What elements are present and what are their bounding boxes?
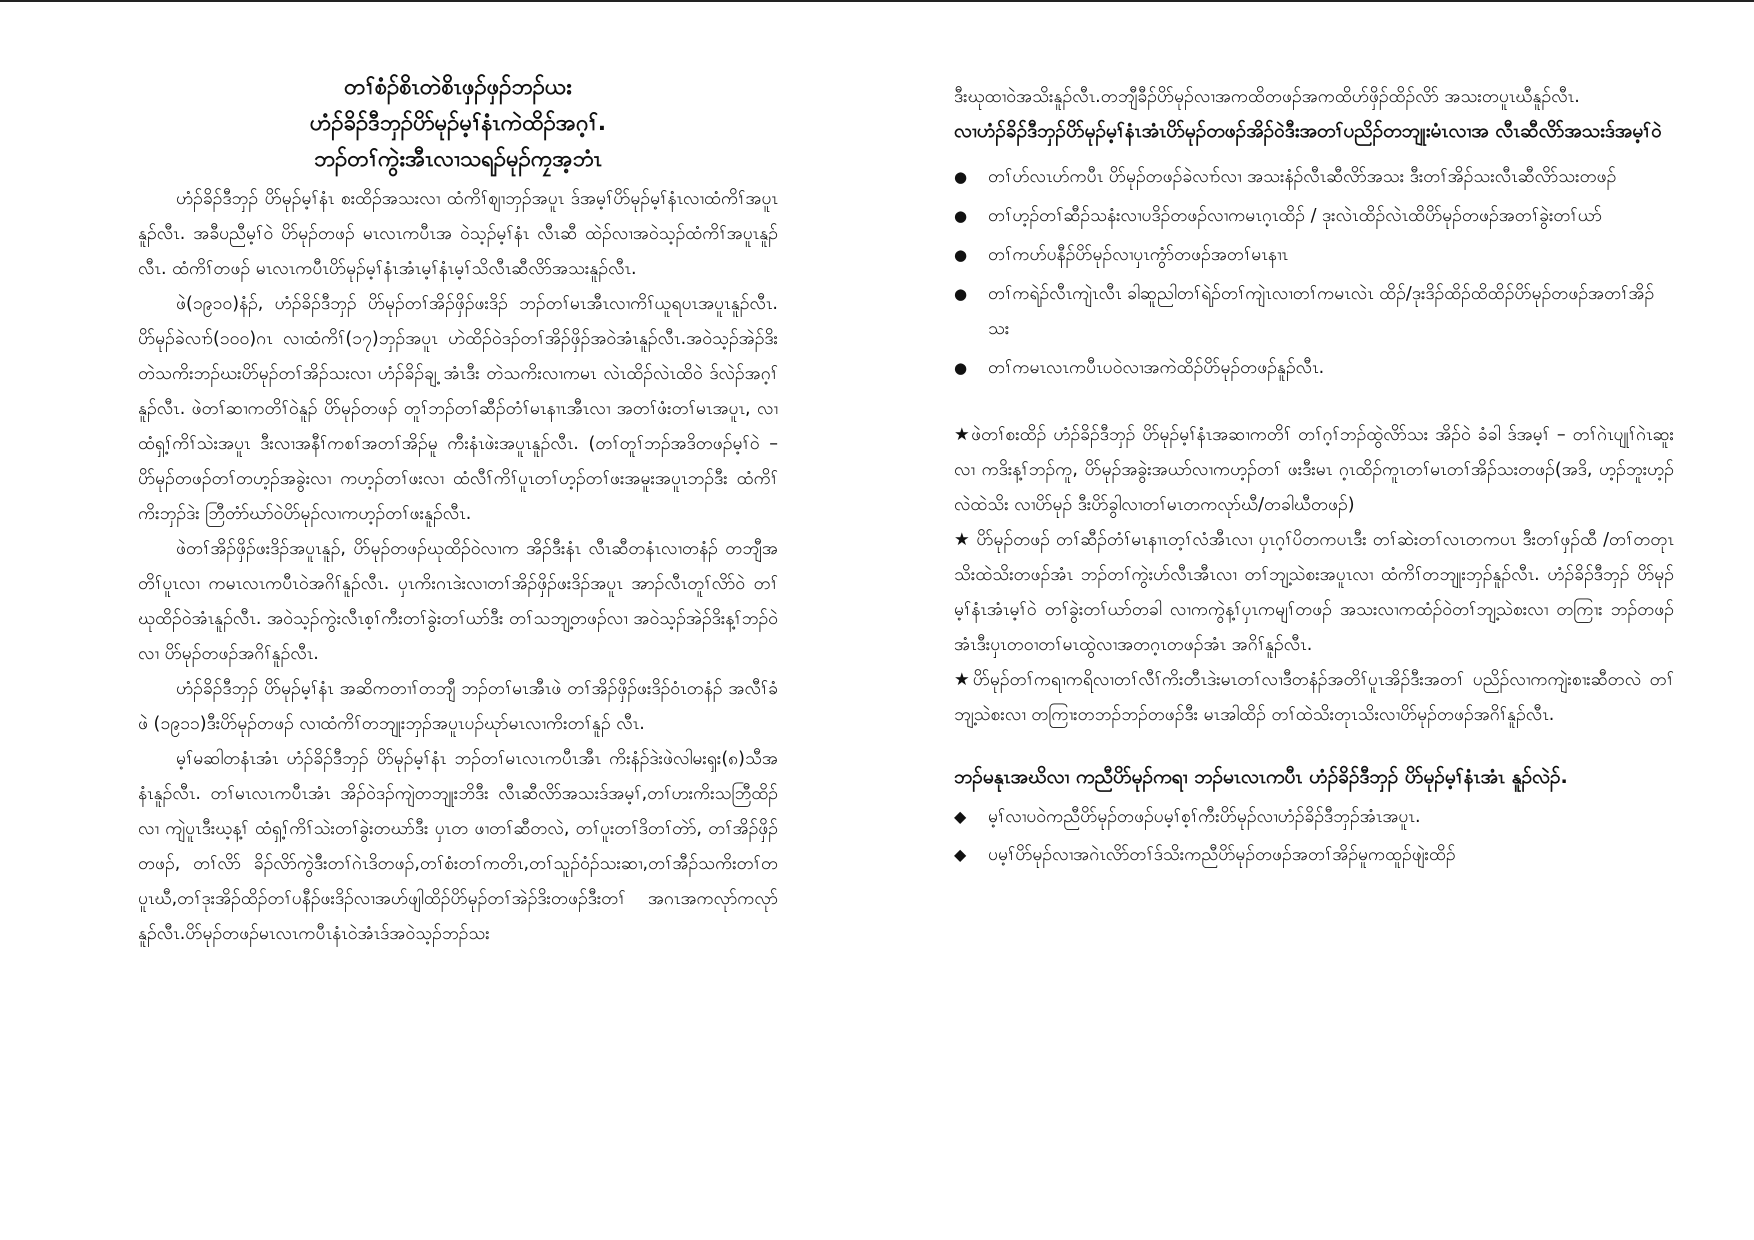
bullet-icon: ● [954,285,968,303]
title-line-2: ဟံၣ်ခိၣ်ဒီဘှၣ်ပိာ်မုၣ်မ့ၢ်နံၤကဲထိၣ်အဂ့ၢ်. [309,111,607,136]
list-item-text: မ့ၢ်လၢပဝဲကညီပိာ်မုၣ်တဖၣ်ပမ့ၢ်စ့ၢ်ကီးပိာ်မုၣ်လၢဟံၣ်ခိၣ်ဒီဘှၣ်အံၤအပူၤ. [988,807,1421,827]
star-paragraph-2 [954,523,1674,663]
list-item [954,277,1674,347]
star-paragraph-1 [954,418,1674,523]
list-item-text: တၢ်ကရဲၣ်လီၤကျဲၤလီၤ ခါဆူညါတၢ်ရဲၣ်တၢ်ကျဲၤလၢတၢ်ကမၤလဲၤ ထိၣ်/ဒုးဒိၣ်ထိၣ်ထိထိၣ်ပိာ်မုၣ်တဖၣ်အတၢ်အိၣ်သး [988,284,1655,339]
list-item-text: ပမ့ၢ်ပိာ်မုၣ်လၢအဂဲၤလိာ်တၢ်ဒ်သိးကညီပိာ်မုၣ်တဖၣ်အတၢ်အိၣ်မူကထူၣ်ဖျဲးထိၣ် [988,845,1456,865]
paragraph-1: ဟံၣ်ခိၣ်ဒီဘှၣ် ပိာ်မုၣ်မ့ၢ်နံၤ စးထိၣ်အသးလၢ ထံကိၢ်ဈၢဘှၣ်အပူၤ ဒ်အမ့ၢ်ပိာ်မုၣ်မ့ၢ်နံၤလၢထံကိၢ်အပူၤနူၣ်လီၤ. အခီပညီမ့ၢ်ဝဲ ပိာ်မုၣ်တဖၣ် မၤလၤကပီၤအ ဝဲသ့ၣ်မ့ၢ်နံၤ လီၤဆီ ထဲၣ်လၢအဝဲသ့ၣ်ထံကိၢ်အပူၤနူၣ်လီၤ. ထံကိၢ်တဖၣ် မၤလၤကပီၤပိာ်မုၣ်မ့ၢ်နံၤအံၤမ့ၢ်နံၤမ့ၢ်သိလီၤဆီလိာ်အသးနူၣ်လီၤ. [138,189,778,279]
paragraph-5: မ့ၢ်မဆါတနံၤအံၤ ဟံၣ်ခိၣ်ဒီဘှၣ် ပိာ်မုၣ်မ့ၢ်နံၤ ဘၣ်တၢ်မၤလၤကပီၤအီၤ ကိးနံၣ်ဒဲးဖဲလါမးၡး(၈)သီအနံၤနူၣ်လီၤ. တၢ်မၤလၤကပီၤအံၤ အိၣ်ဝဲဒၣ်ကျဲတဘျုးဘိဒီး လီၤဆီလိာ်အသးဒ်အမ့ၢ်,တၢ်ဟးကိးသဘြီထိၣ်လၢ ကျဲပူၤဒီးဃ့န့ၢ် ထံရှ့ၢ်ကိၢ်သဲးတၢ်ခွဲးတဃာ်ဒီး ပှၤတ ဖၢတၢ်ဆီတလဲ, တၢ်ပူးတၢ်ဒိတၢ်တဲာ်, တၢ်အိၣ်ဖှိၣ်တဖၣ်, တၢ်လိာ် ခိၣ်လိာ်ကွဲဒီးတၢ်ဂဲၤဒိတဖၣ်,တၢ်စံးတၢ်ကတိၤ,တၢ်သူၣ်ဝံၣ်သးဆၢ,တၢ်အီၣ်သကိးတၢ်တ ပူၤဃီ,တၢ်ဒုးအိၣ်ထိၣ်တၢ်ပနီၣ်ဖးဒိၣ်လၢအဟ်ဖျါထိၣ်ပိာ်မုၣ်တၢ်အဲၣ်ဒိးတဖၣ်ဒီးတၢ် အဂၤအကလုာ်ကလုာ်နူၣ်လီၤ.ပိာ်မုၣ်တဖၣ်မၤလၤကပီၤနံၤဝဲအံၤဒ်အဝဲသ့ၣ်ဘၣ်သး [138,749,778,944]
reasons-list [954,798,1674,874]
bullet-icon: ● [954,359,968,377]
list-item-text: တၢ်ကမၤလၤကပီၤပဝဲလၢအကဲထိၣ်ပိာ်မုၣ်တဖၣ်နူၣ်လီၤ. [988,358,1325,378]
star-paragraph-3 [954,663,1674,733]
list-item [954,351,1674,386]
right-column [954,80,1674,874]
continuation-paragraph: ဒီးဃုထၢဝဲအသိးနူၣ်လီၤ.တဘျီခီၣ်ပိာ်မုၣ်လၢအကထိတဖၣ်အကထိဟ်ဖှိၣ်ထိၣ်လိာ် အသးတပူၤဃီနူၣ်လီၤ. [954,87,1580,107]
left-column [138,70,778,952]
title-line-1: တၢ်စံၣ်စိၤတဲစိၤဖှၣ်ဖှၣ်ဘၣ်ယး [344,75,572,100]
section-heading-values: လၢဟံၣ်ခိၣ်ဒီဘှၣ်ပိာ်မုၣ်မ့ၢ်နံၤအံၤပိာ်မုၣ်တဖၣ်အိၣ်ဝဲဒီးအတၢ်ပညိၣ်တဘျုးမံၤလၢအ လီၤဆီလိာ်အသးဒ်အမ့ၢ်ဝဲ [954,120,1662,142]
document-title [138,70,778,178]
list-item [954,798,1674,836]
bullet-icon: ● [954,168,968,186]
top-border-rule [0,0,1754,2]
star-icon: ★ [954,670,973,690]
section-heading-why: ဘၣ်မနုၤအဃိလၢ ကညီပိာ်မုၣ်ကရၢ ဘၣ်မၤလၤကပီၤ ဟံၣ်ခိၣ်ဒီဘှၣ် ပိာ်မုၣ်မ့ၢ်နံၤအံၤ နူၣ်လဲၣ်. [954,766,1568,788]
paragraph-2: ဖဲ(၁၉၁၀)နံၣ်, ဟံၣ်ခိၣ်ဒီဘှၣ် ပိာ်မုၣ်တၢ်အိၣ်ဖှိၣ်ဖးဒိၣ် ဘၣ်တၢ်မၤအီၤလၢကိၢ်ယူရပၤအပူၤနူၣ်လီၤ. ပိာ်မုၣ်ခဲလၢာ်(၁၀၀)ဂၤ လၢထံကိၢ်(၁၇)ဘှၣ်အပူၤ ဟဲထိၣ်ဝဲဒၣ်တၢ်အိၣ်ဖှိၣ်အဝဲအံၤနူၣ်လီၤ.အဝဲသ့ၣ်အဲၣ်ဒိးတဲသကိးဘၣ်ဃးပိာ်မုၣ်တၢ်အိၣ်သးလၢ ဟံၣ်ခိၣ်ချ့ အံၤဒီး တဲသကိးလၢကမၤ လဲၤထိၣ်လဲၤထိဝဲ ဒ်လဲၣ်အဂ့ၢ်နူၣ်လီၤ. ဖဲတၢ်ဆၢကတိၢ်ဝဲနူၣ် ပိာ်မုၣ်တဖၣ် တူၢ်ဘၣ်တၢ်ဆီၣ်တံၢ်မၤနၢၤအီၤလၢ အတၢ်ဖံးတၢ်မၤအပူၤ, လၢထံရှ့ၢ်ကိၢ်သဲးအပူၤ ဒီးလၢအနီၢ်ကစၢ်အတၢ်အိၣ်မူ ကီးနံၤဖဲးအပူၤနူၣ်လီၤ. (တၢ်တူၢ်ဘၣ်အဒိတဖၣ်မ့ၢ်ဝဲ – ပိာ်မုၣ်တဖၣ်တၢ်တဟ့ၣ်အခွဲးလၢ ကဟ့ၣ်တၢ်ဖးလၢ ထံလီၢ်ကိၢ်ပူၤတၢ်ဟ့ၣ်တၢ်ဖးအမူးအပူၤဘၣ်ဒီး ထံကိၢ်ကိးဘှၣ်ဒဲး ဘြီတံာ်ဃာ်ဝဲပိာ်မုၣ်လၢကဟ့ၣ်တၢ်ဖးနူၣ်လီၤ. [138,294,778,524]
list-item [954,160,1674,195]
list-item [954,836,1674,874]
paragraph-3: ဖဲတၢ်အိၣ်ဖှိၣ်ဖးဒိၣ်အပူၤနူၣ်, ပိာ်မုၣ်တဖၣ်ဃုထိၣ်ဝဲလၢက အိၣ်ဒီးနံၤ လီၤဆီတနံၤလၢတနံၣ် တဘျီအတိၢ်ပူၤလၢ ကမၤလၤကပီၤဝဲအဂိၢ်နူၣ်လီၤ. ပှၤကိးဂၤဒဲးလၢတၢ်အိၣ်ဖှိၣ်ဖးဒိၣ်အပူၤ အာၣ်လီၤတူၢ်လိာ်ဝဲ တၢ်ဃုထိၣ်ဝဲအံၤနူၣ်လီၤ. အဝဲသ့ၣ်ကွဲးလီၤစ့ၢ်ကီးတၢ်ခွဲးတၢ်ယာ်ဒီး တၢ်သဘျ့တဖၣ်လၢ အဝဲသ့ၣ်အဲၣ်ဒိးန့ၢ်ဘၣ်ဝဲလၢ ပိာ်မုၣ်တဖၣ်အဂိၢ်နူၣ်လီၤ. [138,539,778,664]
values-bullet-list [954,160,1674,386]
star-icon: ★ [954,530,971,550]
star-paragraph-text: ဖဲတၢ်စးထိၣ် ဟံၣ်ခိၣ်ဒီဘှၣ် ပိာ်မုၣ်မ့ၢ်နံၤအဆၢကတိၢ် တၢ်ဂ့ၢ်ဘၣ်ထွဲလိာ်သး အိၣ်ဝဲ ခံခါ ဒ်အမ့ၢ် – တၢ်ဂဲၤပျုၢ်ဂဲၤဆူးလၢ ကဒိးန့ၢ်ဘၣ်ကူ, ပိာ်မုၣ်အခွဲးအယာ်လၢကဟ့ၣ်တၢ် ဖးဒီးမၤ ဂ့ၤထိၣ်ကူၤတၢ်မၤတၢ်အိၣ်သးတဖၣ်(အဒိ, ဟ့ၣ်ဘူးဟ့ၣ်လဲထဲသိး လၢပိာ်မုၣ် ဒီးပိာ်ခွါလၢတၢ်မၤတကလုာ်ဃီ/တခါဃီတဖၣ်) [954,425,1674,515]
star-paragraph-text: ပိာ်မုၣ်တၢ်ကရၢကရိလၢတၢ်လီၢ်ကိးတီၤဒဲးမၤတၢ်လၢဒီတနံၣ်အတိၢ်ပူၤအိၣ်ဒီးအတၢ် ပညိၣ်လၢကကျဲးစၢးဆီတလဲ တၢ်ဘျ့သဲစးလၢ တကြၢးတဘၣ်ဘၣ်တဖၣ်ဒီး မၤအါထိၣ် တၢ်ထဲသိးတုၤသိးလၢပိာ်မုၣ်တဖၣ်အဂိၢ်နူၣ်လီၤ. [954,670,1674,725]
list-item-text: တၢ်ဟ်လၤဟ်ကပီၤ ပိာ်မုၣ်တဖၣ်ခဲလၢာ်လၢ အသးနံၣ်လီၤဆီလိာ်အသး ဒီးတၢ်အိၣ်သးလီၤဆီလိာ်သးတဖၣ် [988,167,1617,187]
star-icon: ★ [954,425,972,445]
list-item-text: တၢ်ကဟ်ပနီၣ်ပိာ်မုၣ်လၢပှၤကွံာ်တဖၣ်အတၢ်မၤနၢၤ [988,245,1289,265]
list-item-text: တၢ်ဟ့ၣ်တၢ်ဆီၣ်သနံးလၢပဒိၣ်တဖၣ်လၢကမၤဂ့ၤထိၣ် / ဒုးလဲၤထိၣ်လဲၤထိပိာ်မုၣ်တဖၣ်အတၢ်ခွဲးတၢ်ယာ် [988,206,1602,226]
star-paragraph-text: ပိာ်မုၣ်တဖၣ် တၢ်ဆီၣ်တံၢ်မၤနၢၤတ့ၢ်လံအီၤလၢ ပှၤဂ့ၢ်ပိတကပၤဒီး တၢ်ဆဲးတၢ်လၤတကပၤ ဒီးတၢ်ဖှၣ်ထီ /တၢ်တတုၤသိးထဲသိးတဖၣ်အံၤ ဘၣ်တၢ်ကွဲးဟ်လီၤအီၤလၢ တၢ်ဘျ့သဲစးအပူၤလၢ ထံကိၢ်တဘျုးဘှၣ်နူၣ်လီၤ. ဟံၣ်ခိၣ်ဒီဘှၣ် ပိာ်မုၣ်မ့ၢ်နံၤအံၤမ့ၢ်ဝဲ တၢ်ခွဲးတၢ်ယာ်တခါ လၢကကွဲန့ၢ်ပှၤကမျၢ်တဖၣ် အသးလၢကထံၣ်ဝဲတၢ်ဘျ့သဲစးလၢ တကြၢး ဘၣ်တဖၣ်အံၤဒီးပှၤတဝၢတၢ်မၤထွဲလၢအတဂ့ၤတဖၣ်အံၤ အဂိၢ်နူၣ်လီၤ. [954,530,1674,655]
diamond-bullet-icon: ◆ [954,845,967,864]
list-item [954,199,1674,234]
list-item [954,238,1674,273]
diamond-bullet-icon: ◆ [954,807,967,826]
title-line-3: ဘၣ်တၢ်ကွဲးအီၤလၢသရၣ်မုၣ်ကၠအ့ဘံၤ [314,147,602,172]
bullet-icon: ● [954,246,968,264]
bullet-icon: ● [954,207,968,225]
paragraph-4: ဟံၣ်ခိၣ်ဒီဘှၣ် ပိာ်မုၣ်မ့ၢ်နံၤ အဆိကတၢၢ်တဘျီ ဘၣ်တၢ်မၤအီၤဖဲ တၢ်အိၣ်ဖှိၣ်ဖးဒိၣ်ဝံၤတနံၣ် အလီၢ်ခံဖဲ (၁၉၁၁)ဒီးပိာ်မုၣ်တဖၣ် လၢထံကိၢ်တဘျုးဘှၣ်အပူၤပၣ်ဃုာ်မၤလၢကိးတၢ်နူၣ် လီၤ. [138,679,778,734]
